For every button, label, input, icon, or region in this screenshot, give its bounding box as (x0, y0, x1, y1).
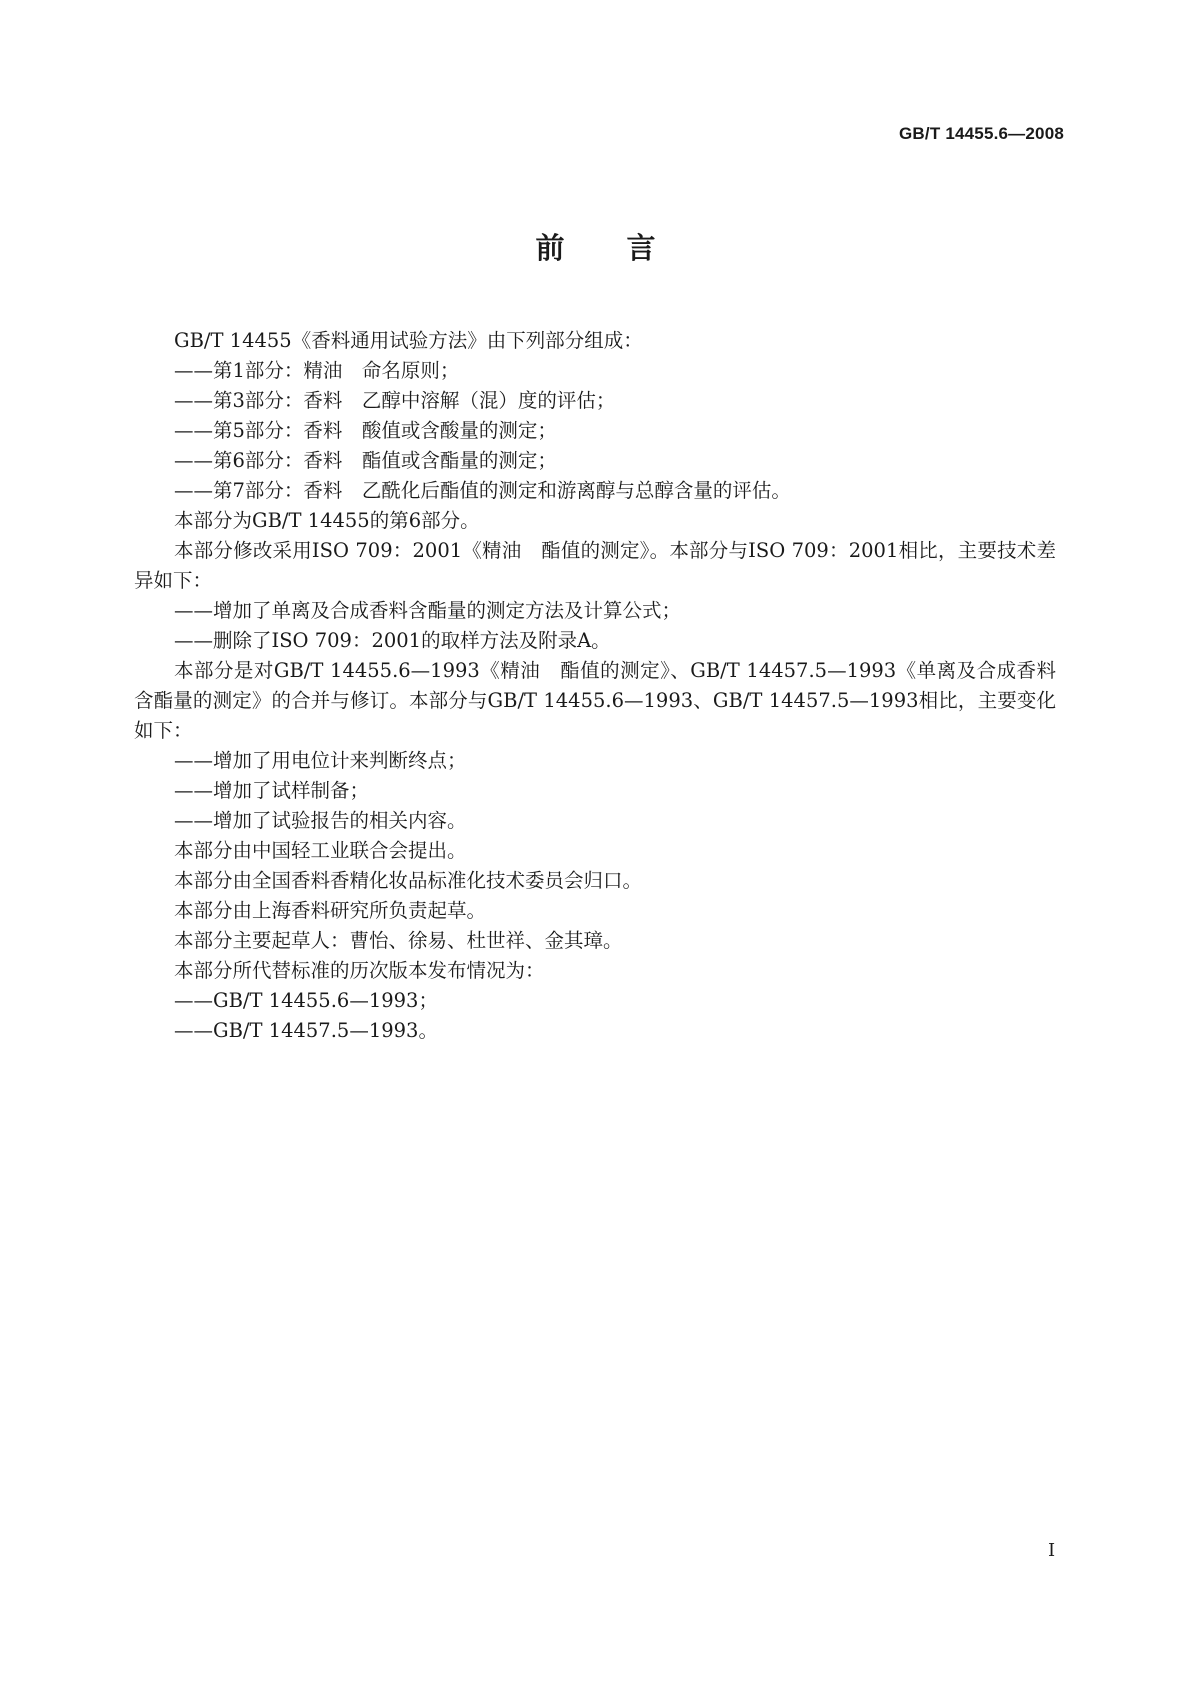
paragraph-proposer: 本部分由中国轻工业联合会提出。 (174, 839, 467, 862)
list-item: ——增加了试验报告的相关内容。 (174, 809, 467, 832)
foreword-body (134, 326, 1076, 1046)
list-item: ——删除了ISO 709：2001的取样方法及附录A。 (174, 629, 611, 652)
paragraph-composition: GB/T 14455《香料通用试验方法》由下列部分组成： (174, 329, 643, 352)
paragraph-iso-adoption: 本部分修改采用ISO 709：2001《精油 酯值的测定》。本部分与ISO 709：2001相比，主要技术差异如下： (134, 539, 1056, 592)
list-item: ——第5部分：香料 酸值或含酸量的测定； (174, 419, 557, 442)
page-title: 前言 (535, 231, 718, 265)
paragraph-history: 本部分所代替标准的历次版本发布情况为： (174, 959, 545, 982)
paragraph-drafters: 本部分主要起草人：曹怡、徐易、杜世祥、金其璋。 (174, 929, 623, 952)
list-item: ——第3部分：香料 乙醇中溶解（混）度的评估； (174, 389, 616, 412)
list-item: ——第6部分：香料 酯值或含酯量的测定； (174, 449, 557, 472)
standard-number: GB/T 14455.6—2008 (899, 124, 1064, 143)
list-item: ——GB/T 14455.6—1993； (174, 989, 438, 1012)
list-item: ——增加了试样制备； (174, 779, 370, 802)
paragraph-committee: 本部分由全国香料香精化妆品标准化技术委员会归口。 (174, 869, 643, 892)
paragraph-part-number: 本部分为GB/T 14455的第6部分。 (174, 509, 480, 532)
list-item: ——增加了用电位计来判断终点； (174, 749, 467, 772)
paragraph-revision: 本部分是对GB/T 14455.6—1993《精油 酯值的测定》、GB/T 14457.5—1993《单离及合成香料 含酯量的测定》的合并与修订。本部分与GB/T 14455.6—1993、GB/T 14457.5—1993相比，主要变化如下： (134, 659, 1076, 742)
list-item: ——第1部分：精油 命名原则； (174, 359, 460, 382)
page-number: I (1048, 1540, 1056, 1561)
list-item: ——GB/T 14457.5—1993。 (174, 1019, 438, 1042)
paragraph-drafting-org: 本部分由上海香料研究所负责起草。 (174, 899, 487, 922)
list-item: ——增加了单离及合成香料含酯量的测定方法及计算公式； (174, 599, 682, 622)
list-item: ——第7部分：香料 乙酰化后酯值的测定和游离醇与总醇含量的评估。 (174, 479, 791, 502)
